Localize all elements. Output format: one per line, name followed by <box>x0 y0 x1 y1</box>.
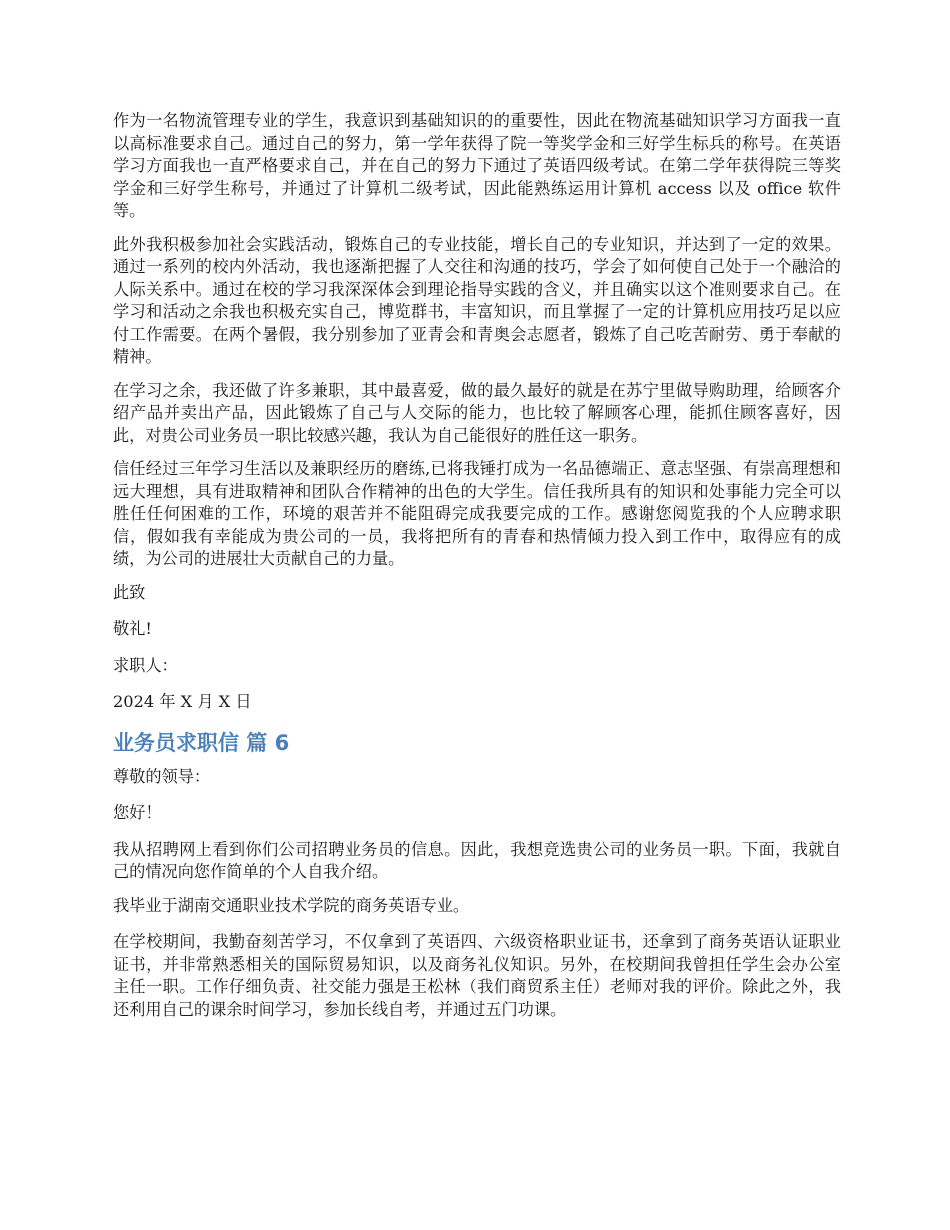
greeting-line: 尊敬的领导： <box>113 766 211 786</box>
body-paragraph: 此外我积极参加社会实践活动，锻炼自己的专业技能，增长自己的专业知识，并达到了一定的效果。通过一系列的校内外活动，我也逐渐把握了人交往和沟通的技巧，学会了如何使自己处于一个融洽的人际关系中。通过在校的学习我深深体会到理论指导实践的含义，并且确实以这个准则要求自己。在学习和活动之余我也积极充实自己，博览群书，丰富知识，而且掌握了一定的计算机应用技巧足以应付工作需要。在两个暑假，我分别参加了亚青会和青奥会志愿者，锻炼了自己吃苦耐劳、勇于奉献的精神。 <box>113 234 841 366</box>
signature-line: 求职人： <box>113 655 178 675</box>
body-paragraph: 在学习之余，我还做了许多兼职，其中最喜爱，做的最久最好的就是在苏宁里做导购助理，给顾客介绍产品并卖出产品，因此锻炼了自己与人交际的能力，也比较了解顾客心理，能抓住顾客喜好，因此，对贵公司业务员一职比较感兴趣，我认为自己能很好的胜任这一职务。 <box>113 380 841 445</box>
body-paragraph: 信任经过三年学习生活以及兼职经历的磨练,已将我锤打成为一名品德端正、意志坚强、有崇高理想和远大理想，具有进取精神和团队合作精神的出色的大学生。信任我所具有的知识和处事能力完全可以胜任任何困难的工作，环境的艰苦并不能阻碍完成我要完成的工作。感谢您阅览我的个人应聘求职信，假如我有幸能成为贵公司的一员，我将把所有的青春和热情倾力投入到工作中，取得应有的成绩，为公司的进展壮大贡献自己的力量。 <box>113 459 841 568</box>
body-paragraph: 我从招聘网上看到你们公司招聘业务员的信息。因此，我想竞选贵公司的业务员一职。下面，我就自己的情况向您作简单的个人自我介绍。 <box>113 839 841 881</box>
hello-line: 您好！ <box>113 803 162 822</box>
date-line: 2024 年 X 月 X 日 <box>113 692 252 711</box>
section-heading: 业务员求职信 篇 6 <box>113 730 290 755</box>
closing-line: 此致 <box>113 582 146 602</box>
salute-line: 敬礼! <box>113 619 152 638</box>
document-page <box>113 110 841 1032</box>
body-paragraph: 我毕业于湖南交通职业技术学院的商务英语专业。 <box>113 895 470 915</box>
body-paragraph: 在学校期间，我勤奋刻苦学习，不仅拿到了英语四、六级资格职业证书，还拿到了商务英语认证职业证书，并非常熟悉相关的国际贸易知识，以及商务礼仪知识。另外，在校期间我曾担任学生会办公室主任一职。工作仔细负责、社交能力强是王松林（我们商贸系主任）老师对我的评价。除此之外，我还利用自己的课余时间学习，参加长线自考，并通过五门功课。 <box>113 932 841 1019</box>
body-paragraph: 作为一名物流管理专业的学生，我意识到基础知识的的重要性，因此在物流基础知识学习方面我一直以高标准要求自己。通过自己的努力，第一学年获得了院一等奖学金和三好学生标兵的称号。在英语学习方面我也一直严格要求自己，并在自己的努力下通过了英语四级考试。在第二学年获得院三等奖学金和三好学生称号，并通过了计算机二级考试，因此能熟练运用计算机 access 以及 office 软件等。 <box>113 111 841 220</box>
